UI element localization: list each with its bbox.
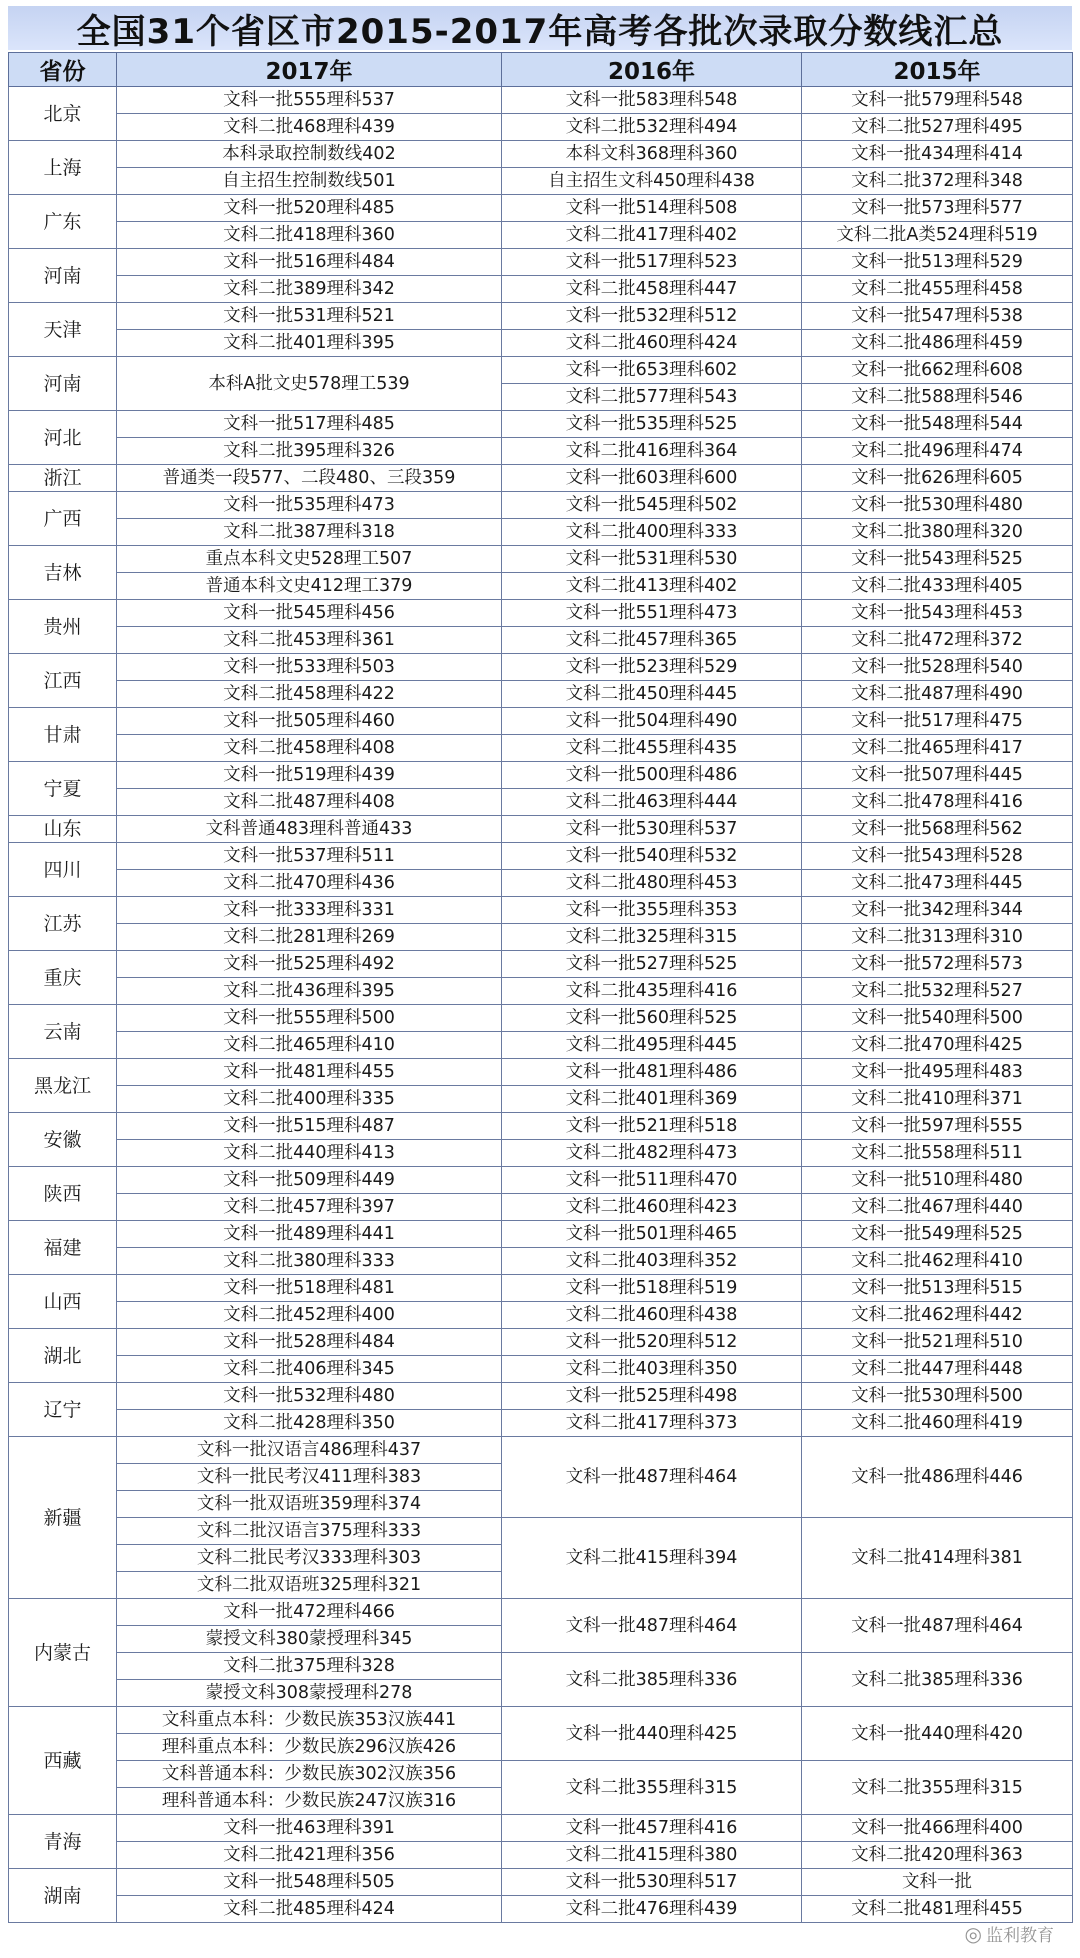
score-cell-2017: 文科二批汉语言375理科333 xyxy=(117,1518,502,1545)
score-cell-2015: 文科一批579理科548 xyxy=(802,87,1073,114)
table-row xyxy=(9,870,1073,897)
table-row xyxy=(9,222,1073,249)
score-cell-2016: 文科二批463理科444 xyxy=(502,789,802,816)
table-row xyxy=(9,627,1073,654)
score-cell-2016: 文科一批523理科529 xyxy=(502,654,802,681)
province-name: 浙江 xyxy=(9,465,117,492)
score-cell-2015: 文科二批478理科416 xyxy=(802,789,1073,816)
header-2017: 2017年 xyxy=(117,53,502,87)
score-cell-2017: 文科二批485理科424 xyxy=(117,1896,502,1923)
score-cell-2017: 文科二批400理科335 xyxy=(117,1086,502,1113)
score-cell-2016: 文科一批603理科600 xyxy=(502,465,802,492)
score-cell-2017: 文科二批387理科318 xyxy=(117,519,502,546)
score-cell-2017: 文科一批535理科473 xyxy=(117,492,502,519)
score-cell-2016: 文科一批525理科498 xyxy=(502,1383,802,1410)
score-cell-2017: 文科二批487理科408 xyxy=(117,789,502,816)
score-cell-2017: 文科二批453理科361 xyxy=(117,627,502,654)
score-cell-2015: 文科二批496理科474 xyxy=(802,438,1073,465)
score-cell-2017: 文科一批515理科487 xyxy=(117,1113,502,1140)
score-cell-2017: 理科重点本科：少数民族296汉族426 xyxy=(117,1734,502,1761)
score-cell-2016: 文科一批457理科416 xyxy=(502,1815,802,1842)
score-cell-2016: 文科一批487理科464 xyxy=(502,1437,802,1518)
table-row xyxy=(9,1707,1073,1734)
table-row xyxy=(9,1221,1073,1248)
province-name: 湖南 xyxy=(9,1869,117,1923)
table-row xyxy=(9,1032,1073,1059)
table-row xyxy=(9,951,1073,978)
score-cell-2015: 文科二批470理科425 xyxy=(802,1032,1073,1059)
table-row xyxy=(9,816,1073,843)
province-name: 西藏 xyxy=(9,1707,117,1815)
score-cell-2015: 文科一批572理科573 xyxy=(802,951,1073,978)
score-cell-2016: 文科一批487理科464 xyxy=(502,1599,802,1653)
table-row xyxy=(9,1653,1073,1680)
score-cell-2017: 文科二批470理科436 xyxy=(117,870,502,897)
table-row xyxy=(9,546,1073,573)
table-row xyxy=(9,735,1073,762)
score-cell-2017: 文科普通本科：少数民族302汉族356 xyxy=(117,1761,502,1788)
score-cell-2016: 文科一批517理科523 xyxy=(502,249,802,276)
score-cell-2015: 文科一批547理科538 xyxy=(802,303,1073,330)
score-cell-2015: 文科一批513理科515 xyxy=(802,1275,1073,1302)
score-cell-2017: 文科一批481理科455 xyxy=(117,1059,502,1086)
score-cell-2016: 文科二批435理科416 xyxy=(502,978,802,1005)
score-cell-2015: 文科一批626理科605 xyxy=(802,465,1073,492)
table-row xyxy=(9,195,1073,222)
table-title: 全国31个省区市2015-2017年高考各批次录取分数线汇总 xyxy=(8,6,1072,50)
score-cell-2017: 文科一批518理科481 xyxy=(117,1275,502,1302)
score-cell-2015: 文科二批385理科336 xyxy=(802,1653,1073,1707)
score-cell-2015: 文科二批447理科448 xyxy=(802,1356,1073,1383)
score-cell-2017: 重点本科文史528理工507 xyxy=(117,546,502,573)
score-cell-2017: 文科一批333理科331 xyxy=(117,897,502,924)
table-row xyxy=(9,573,1073,600)
score-cell-2017: 文科一批525理科492 xyxy=(117,951,502,978)
score-cell-2016: 文科一批521理科518 xyxy=(502,1113,802,1140)
table-row xyxy=(9,438,1073,465)
score-cell-2017: 文科一批519理科439 xyxy=(117,762,502,789)
table-row xyxy=(9,897,1073,924)
score-cell-2016: 文科二批476理科439 xyxy=(502,1896,802,1923)
header-row xyxy=(9,53,1073,87)
score-cell-2015: 文科二批462理科442 xyxy=(802,1302,1073,1329)
score-cell-2016: 文科二批450理科445 xyxy=(502,681,802,708)
score-cell-2017: 文科一批545理科456 xyxy=(117,600,502,627)
score-cell-2017: 文科一批汉语言486理科437 xyxy=(117,1437,502,1464)
score-cell-2016: 文科一批481理科486 xyxy=(502,1059,802,1086)
score-cell-2016: 文科一批560理科525 xyxy=(502,1005,802,1032)
score-cell-2015: 文科二批588理科546 xyxy=(802,384,1073,411)
table-row xyxy=(9,708,1073,735)
score-cell-2017: 文科一批双语班359理科374 xyxy=(117,1491,502,1518)
province-name: 天津 xyxy=(9,303,117,357)
table-row xyxy=(9,681,1073,708)
score-cell-2017: 文科一批520理科485 xyxy=(117,195,502,222)
table-row xyxy=(9,1329,1073,1356)
table-row xyxy=(9,1599,1073,1626)
score-cell-2015: 文科一批521理科510 xyxy=(802,1329,1073,1356)
score-cell-2015: 文科一批466理科400 xyxy=(802,1815,1073,1842)
score-cell-2017: 文科二批380理科333 xyxy=(117,1248,502,1275)
score-cell-2017: 蒙授文科380蒙授理科345 xyxy=(117,1626,502,1653)
table-row xyxy=(9,1005,1073,1032)
score-cell-2016: 文科一批532理科512 xyxy=(502,303,802,330)
score-cell-2016: 文科二批403理科352 xyxy=(502,1248,802,1275)
score-cell-2016: 文科二批458理科447 xyxy=(502,276,802,303)
score-cell-2015: 文科二批380理科320 xyxy=(802,519,1073,546)
score-cell-2017: 文科一批532理科480 xyxy=(117,1383,502,1410)
score-cell-2016: 文科一批540理科532 xyxy=(502,843,802,870)
table-row xyxy=(9,924,1073,951)
score-cell-2015: 文科一批510理科480 xyxy=(802,1167,1073,1194)
header-province: 省份 xyxy=(9,53,117,87)
score-cell-2015: 文科一批486理科446 xyxy=(802,1437,1073,1518)
table-row xyxy=(9,1194,1073,1221)
table-row xyxy=(9,978,1073,1005)
score-cell-2017: 文科二批401理科395 xyxy=(117,330,502,357)
score-cell-2016: 文科二批457理科365 xyxy=(502,627,802,654)
table-row xyxy=(9,1410,1073,1437)
table-row xyxy=(9,249,1073,276)
score-cell-2017: 文科一批555理科537 xyxy=(117,87,502,114)
score-cell-2015: 文科一批540理科500 xyxy=(802,1005,1073,1032)
score-cell-2015: 文科二批472理科372 xyxy=(802,627,1073,654)
table-row xyxy=(9,1761,1073,1788)
score-cell-2017: 文科二批281理科269 xyxy=(117,924,502,951)
score-cell-2016: 文科二批577理科543 xyxy=(502,384,802,411)
score-cell-2015: 文科二批A类524理科519 xyxy=(802,222,1073,249)
table-row xyxy=(9,1275,1073,1302)
score-cell-2015: 文科二批420理科363 xyxy=(802,1842,1073,1869)
province-name: 湖北 xyxy=(9,1329,117,1383)
table-row xyxy=(9,357,1073,384)
province-name: 云南 xyxy=(9,1005,117,1059)
table-row xyxy=(9,303,1073,330)
score-cell-2015: 文科二批486理科459 xyxy=(802,330,1073,357)
table-row xyxy=(9,1842,1073,1869)
score-table xyxy=(8,52,1073,1923)
score-cell-2016: 文科一批531理科530 xyxy=(502,546,802,573)
score-cell-2016: 文科一批440理科425 xyxy=(502,1707,802,1761)
score-cell-2016: 文科二批532理科494 xyxy=(502,114,802,141)
province-name: 宁夏 xyxy=(9,762,117,816)
province-name: 上海 xyxy=(9,141,117,195)
score-cell-2016: 本科文科368理科360 xyxy=(502,141,802,168)
score-cell-2016: 文科一批530理科537 xyxy=(502,816,802,843)
score-cell-2015: 文科一批530理科500 xyxy=(802,1383,1073,1410)
score-cell-2017: 文科一批509理科449 xyxy=(117,1167,502,1194)
score-cell-2015: 文科一批513理科529 xyxy=(802,249,1073,276)
score-cell-2016: 文科二批403理科350 xyxy=(502,1356,802,1383)
table-row xyxy=(9,1356,1073,1383)
table-row xyxy=(9,1437,1073,1464)
table-row xyxy=(9,1140,1073,1167)
score-cell-2016: 文科一批535理科525 xyxy=(502,411,802,438)
header-2016: 2016年 xyxy=(502,53,802,87)
score-cell-2016: 文科二批482理科473 xyxy=(502,1140,802,1167)
score-cell-2015: 文科一批434理科414 xyxy=(802,141,1073,168)
score-cell-2017: 文科一批民考汉411理科383 xyxy=(117,1464,502,1491)
province-name: 福建 xyxy=(9,1221,117,1275)
table-row xyxy=(9,1086,1073,1113)
table-row xyxy=(9,114,1073,141)
score-cell-2017: 文科一批517理科485 xyxy=(117,411,502,438)
table-body xyxy=(9,87,1073,1923)
score-cell-2016: 文科一批518理科519 xyxy=(502,1275,802,1302)
score-cell-2016: 文科二批385理科336 xyxy=(502,1653,802,1707)
province-name: 北京 xyxy=(9,87,117,141)
score-cell-2016: 文科二批415理科380 xyxy=(502,1842,802,1869)
score-cell-2015: 文科一批507理科445 xyxy=(802,762,1073,789)
province-name: 广东 xyxy=(9,195,117,249)
score-cell-2017: 文科一批472理科466 xyxy=(117,1599,502,1626)
table-row xyxy=(9,519,1073,546)
table-row xyxy=(9,843,1073,870)
score-cell-2017: 文科二批468理科439 xyxy=(117,114,502,141)
score-cell-2016: 文科二批401理科369 xyxy=(502,1086,802,1113)
score-cell-2017: 文科一批528理科484 xyxy=(117,1329,502,1356)
score-cell-2015: 文科一批342理科344 xyxy=(802,897,1073,924)
score-cell-2017: 文科二批双语班325理科321 xyxy=(117,1572,502,1599)
score-cell-2015: 文科二批460理科419 xyxy=(802,1410,1073,1437)
score-cell-2017: 文科二批389理科342 xyxy=(117,276,502,303)
province-name: 河南 xyxy=(9,249,117,303)
score-cell-2017: 文科一批489理科441 xyxy=(117,1221,502,1248)
score-cell-2017: 文科二批428理科350 xyxy=(117,1410,502,1437)
province-name: 贵州 xyxy=(9,600,117,654)
table-row xyxy=(9,1383,1073,1410)
score-cell-2016: 文科一批551理科473 xyxy=(502,600,802,627)
score-cell-2017: 文科二批440理科413 xyxy=(117,1140,502,1167)
score-cell-2017: 普通类一段577、二段480、三段359 xyxy=(117,465,502,492)
score-cell-2015: 文科二批355理科315 xyxy=(802,1761,1073,1815)
table-row xyxy=(9,465,1073,492)
score-cell-2017: 文科二批418理科360 xyxy=(117,222,502,249)
province-name: 江西 xyxy=(9,654,117,708)
score-cell-2016: 文科一批583理科548 xyxy=(502,87,802,114)
province-name: 江苏 xyxy=(9,897,117,951)
score-cell-2016: 文科二批417理科373 xyxy=(502,1410,802,1437)
score-cell-2016: 文科一批504理科490 xyxy=(502,708,802,735)
score-cell-2017: 本科录取控制数线402 xyxy=(117,141,502,168)
province-name: 甘肃 xyxy=(9,708,117,762)
score-cell-2017: 文科重点本科：少数民族353汉族441 xyxy=(117,1707,502,1734)
score-cell-2015: 文科一批440理科420 xyxy=(802,1707,1073,1761)
province-name: 青海 xyxy=(9,1815,117,1869)
score-cell-2015: 文科一批568理科562 xyxy=(802,816,1073,843)
score-cell-2016: 文科一批527理科525 xyxy=(502,951,802,978)
province-name: 广西 xyxy=(9,492,117,546)
table-row xyxy=(9,1059,1073,1086)
table-row xyxy=(9,1302,1073,1329)
score-cell-2016: 文科二批455理科435 xyxy=(502,735,802,762)
score-cell-2015: 文科二批462理科410 xyxy=(802,1248,1073,1275)
score-cell-2017: 文科一批537理科511 xyxy=(117,843,502,870)
table-row xyxy=(9,1248,1073,1275)
score-cell-2015: 文科一批549理科525 xyxy=(802,1221,1073,1248)
score-cell-2016: 文科二批460理科423 xyxy=(502,1194,802,1221)
score-cell-2017: 文科二批457理科397 xyxy=(117,1194,502,1221)
table-row xyxy=(9,1896,1073,1923)
score-cell-2017: 自主招生控制数线501 xyxy=(117,168,502,195)
score-cell-2017: 文科一批548理科505 xyxy=(117,1869,502,1896)
score-cell-2015: 文科一批597理科555 xyxy=(802,1113,1073,1140)
score-cell-2017: 文科二批436理科395 xyxy=(117,978,502,1005)
province-name: 新疆 xyxy=(9,1437,117,1599)
score-cell-2016: 文科二批413理科402 xyxy=(502,573,802,600)
score-cell-2015: 文科一批495理科483 xyxy=(802,1059,1073,1086)
score-cell-2017: 文科一批531理科521 xyxy=(117,303,502,330)
score-cell-2015: 文科二批532理科527 xyxy=(802,978,1073,1005)
score-cell-2016: 文科一批514理科508 xyxy=(502,195,802,222)
score-cell-2015: 文科二批465理科417 xyxy=(802,735,1073,762)
province-name: 内蒙古 xyxy=(9,1599,117,1707)
score-cell-2016: 自主招生文科450理科438 xyxy=(502,168,802,195)
score-cell-2015: 文科一批528理科540 xyxy=(802,654,1073,681)
province-name: 山西 xyxy=(9,1275,117,1329)
table-row xyxy=(9,789,1073,816)
table-row xyxy=(9,762,1073,789)
province-name: 吉林 xyxy=(9,546,117,600)
score-cell-2016: 文科二批495理科445 xyxy=(502,1032,802,1059)
table-row xyxy=(9,600,1073,627)
score-cell-2015: 文科二批313理科310 xyxy=(802,924,1073,951)
watermark-text: 监利教育 xyxy=(986,1926,1054,1946)
score-cell-2017: 文科二批395理科326 xyxy=(117,438,502,465)
header-2015: 2015年 xyxy=(802,53,1073,87)
score-cell-2015: 文科二批487理科490 xyxy=(802,681,1073,708)
table-row xyxy=(9,330,1073,357)
score-cell-2017: 理科普通本科：少数民族247汉族316 xyxy=(117,1788,502,1815)
score-cell-2016: 文科二批417理科402 xyxy=(502,222,802,249)
score-cell-2015: 文科一批 xyxy=(802,1869,1073,1896)
score-cell-2017: 文科二批458理科408 xyxy=(117,735,502,762)
score-cell-2017: 文科一批533理科503 xyxy=(117,654,502,681)
score-cell-2015: 文科一批662理科608 xyxy=(802,357,1073,384)
table-row xyxy=(9,168,1073,195)
table-row xyxy=(9,1167,1073,1194)
score-cell-2015: 文科一批517理科475 xyxy=(802,708,1073,735)
score-cell-2016: 文科二批480理科453 xyxy=(502,870,802,897)
table-row xyxy=(9,276,1073,303)
score-cell-2017: 普通本科文史412理工379 xyxy=(117,573,502,600)
score-cell-2015: 文科一批543理科525 xyxy=(802,546,1073,573)
score-cell-2016: 文科一批511理科470 xyxy=(502,1167,802,1194)
score-cell-2016: 文科一批520理科512 xyxy=(502,1329,802,1356)
score-cell-2017: 文科一批555理科500 xyxy=(117,1005,502,1032)
score-cell-2017: 蒙授文科308蒙授理科278 xyxy=(117,1680,502,1707)
score-cell-2016: 文科二批416理科364 xyxy=(502,438,802,465)
table-row xyxy=(9,1815,1073,1842)
score-cell-2015: 文科二批455理科458 xyxy=(802,276,1073,303)
table-row xyxy=(9,1869,1073,1896)
score-cell-2016: 文科二批460理科424 xyxy=(502,330,802,357)
score-cell-2015: 文科二批410理科371 xyxy=(802,1086,1073,1113)
province-name: 重庆 xyxy=(9,951,117,1005)
score-cell-2016: 文科二批415理科394 xyxy=(502,1518,802,1599)
score-cell-2016: 文科二批325理科315 xyxy=(502,924,802,951)
score-cell-2017: 文科一批505理科460 xyxy=(117,708,502,735)
score-cell-2015: 文科二批481理科455 xyxy=(802,1896,1073,1923)
table-row xyxy=(9,492,1073,519)
table-row xyxy=(9,1113,1073,1140)
score-cell-2015: 文科二批558理科511 xyxy=(802,1140,1073,1167)
score-cell-2016: 文科一批545理科502 xyxy=(502,492,802,519)
score-cell-2017: 文科二批458理科422 xyxy=(117,681,502,708)
score-cell-2017: 文科一批463理科391 xyxy=(117,1815,502,1842)
score-cell-2015: 文科一批543理科453 xyxy=(802,600,1073,627)
score-cell-2016: 文科二批460理科438 xyxy=(502,1302,802,1329)
province-name: 安徽 xyxy=(9,1113,117,1167)
score-cell-2017: 文科普通483理科普通433 xyxy=(117,816,502,843)
score-cell-2015: 文科一批548理科544 xyxy=(802,411,1073,438)
score-cell-2017: 文科二批406理科345 xyxy=(117,1356,502,1383)
score-cell-2015: 文科二批372理科348 xyxy=(802,168,1073,195)
table-row xyxy=(9,411,1073,438)
watermark xyxy=(965,1921,1054,1946)
score-cell-2016: 文科一批653理科602 xyxy=(502,357,802,384)
wechat-icon: ◎ xyxy=(964,1921,982,1946)
score-cell-2017: 文科一批516理科484 xyxy=(117,249,502,276)
score-cell-2015: 文科一批487理科464 xyxy=(802,1599,1073,1653)
score-cell-2017: 文科二批452理科400 xyxy=(117,1302,502,1329)
score-cell-2015: 文科一批543理科528 xyxy=(802,843,1073,870)
province-name: 山东 xyxy=(9,816,117,843)
score-cell-2016: 文科一批530理科517 xyxy=(502,1869,802,1896)
score-cell-2017: 文科二批民考汉333理科303 xyxy=(117,1545,502,1572)
province-name: 黑龙江 xyxy=(9,1059,117,1113)
score-cell-2016: 文科一批501理科465 xyxy=(502,1221,802,1248)
score-cell-2015: 文科二批433理科405 xyxy=(802,573,1073,600)
table-row xyxy=(9,87,1073,114)
score-cell-2016: 文科一批500理科486 xyxy=(502,762,802,789)
score-cell-2015: 文科一批573理科577 xyxy=(802,195,1073,222)
score-cell-2016: 文科一批355理科353 xyxy=(502,897,802,924)
score-cell-2017: 文科二批465理科410 xyxy=(117,1032,502,1059)
score-cell-2017: 文科二批375理科328 xyxy=(117,1653,502,1680)
score-cell-2016: 文科二批355理科315 xyxy=(502,1761,802,1815)
score-cell-2015: 文科二批467理科440 xyxy=(802,1194,1073,1221)
table-row xyxy=(9,141,1073,168)
score-cell-2016: 文科二批400理科333 xyxy=(502,519,802,546)
score-cell-2015: 文科二批414理科381 xyxy=(802,1518,1073,1599)
province-name: 辽宁 xyxy=(9,1383,117,1437)
province-name: 陕西 xyxy=(9,1167,117,1221)
table-row xyxy=(9,654,1073,681)
score-cell-2017: 本科A批文史578理工539 xyxy=(117,357,502,411)
score-cell-2015: 文科二批527理科495 xyxy=(802,114,1073,141)
score-cell-2015: 文科一批530理科480 xyxy=(802,492,1073,519)
province-name: 河北 xyxy=(9,411,117,465)
score-cell-2017: 文科二批421理科356 xyxy=(117,1842,502,1869)
score-cell-2015: 文科二批473理科445 xyxy=(802,870,1073,897)
province-name: 河南 xyxy=(9,357,117,411)
table-row xyxy=(9,1518,1073,1545)
province-name: 四川 xyxy=(9,843,117,897)
